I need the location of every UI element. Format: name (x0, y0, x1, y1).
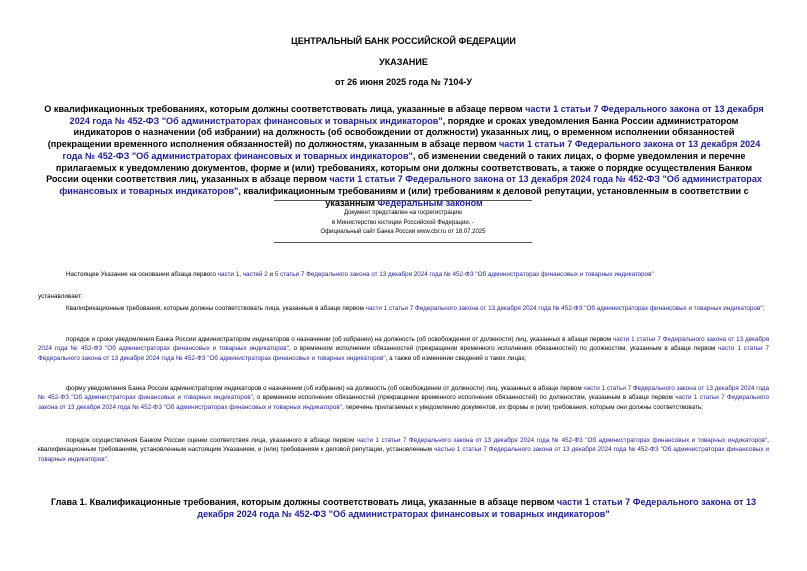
title-text-2: , порядке и сроках уведомления Банка России администратором индикаторов о назначении (об избрании) на должность (об освобождении от должности) указанных лиц, о временном исполнении обязанностей (прекращении временного исполнения обязанностей) по должностям, указанным в абзаце первом (47, 115, 739, 150)
title-text-3: , об изменении сведений о таких лицах, о форме уведомления и перечне прилагаемых к уведомлению документов, форме и (или) требованиях, которым они должны соответствовать, а также о порядке осуществления Банком России оценки соответствия лиц, указанных в абзаце первом (46, 150, 753, 185)
item-2-text-3: , а также об изменении сведений о таких лицах; (385, 354, 527, 362)
item-3-law-link-2[interactable]: части 1 статьи 7 Федерального закона от 13 декабря 2024 года № 452-ФЗ "Об администраторах финансовых и товарных индикаторов" (38, 394, 769, 411)
item-2-text-2: , о временном исполнении обязанностей (прекращении временного исполнения обязанностей) по должностям, указанным в абзаце первом (288, 345, 719, 353)
item-4-text-1: порядок осуществления Банком России оценки соответствия лица, указанного в абзаце первом (66, 437, 357, 444)
title-text-4: , квалификационным требованиям и (или) требованиям к деловой репутации, установленным в соответствии с указанным (238, 185, 749, 208)
title-law-link-3[interactable]: части 1 статьи 7 Федерального закона от 13 декабря 2024 года № 452-ФЗ "Об администраторах финансовых и товарных индикаторов" (59, 174, 762, 196)
item-3-paragraph (38, 384, 769, 412)
document-title (44, 104, 764, 209)
item-2-law-link-2[interactable]: части 1 статьи 7 Федерального закона от 13 декабря 2024 года № 452-ФЗ "Об администраторах финансовых и товарных индикаторов" (38, 345, 769, 362)
item-4-law-link-1[interactable]: части 1 статьи 7 Федерального закона от 13 декабря 2024 года № 452-ФЗ "Об администраторах финансовых и товарных индикаторов" (356, 437, 768, 444)
item-4-text-2: , квалификационным требованиям, установленным настоящим Указанием, и (или) требованиям к деловой репутации, установленным (38, 437, 769, 454)
chapter-1-heading (40, 497, 767, 520)
item-3-text-1: форму уведомления Банка России администратором индикаторов о назначении (об избрании) на должность (об освобождении от должности) лиц, указанных в абзаце первом (66, 385, 584, 392)
intro-link-parts2[interactable]: частей 2 (242, 271, 268, 278)
item-4-paragraph (38, 436, 769, 464)
item-2-text-1: порядок и сроки уведомления Банка России администратором индикаторов о назначении (об избрании) на должность (об освобождении от должности) лиц, указанных в абзаце первом (66, 336, 613, 343)
item-3-text-2: , о временном исполнении обязанностей (прекращении временного исполнения обязанностей) по должностям, указанным в абзаце первом (252, 394, 676, 402)
intro-text-2: , (239, 271, 243, 278)
item-2-law-link-1[interactable]: части 1 статьи 7 Федерального закона от 13 декабря 2024 года № 452-ФЗ "Об администраторах финансовых и товарных индикаторов" (38, 336, 769, 353)
item-2-paragraph (38, 335, 769, 363)
title-law-link-2[interactable]: части 1 статьи 7 Федерального закона от 13 декабря 2024 года № 452-ФЗ "Об администраторах финансовых и товарных индикаторов" (62, 139, 761, 161)
registration-line-3: Официальный сайт Банка России www.cbr.ru от 18.07.2025 (320, 229, 486, 236)
intro-paragraph (38, 270, 769, 279)
item-1-law-link[interactable]: части 1 статьи 7 Федерального закона от 13 декабря 2024 года № 452-ФЗ "Об администраторах финансовых и товарных индикаторов" (365, 305, 763, 312)
issuer-name: ЦЕНТРАЛЬНЫЙ БАНК РОССИЙСКОЙ ФЕДЕРАЦИИ (291, 36, 516, 46)
title-law-link-4[interactable]: Федеральным законом (377, 197, 483, 208)
document-kind: УКАЗАНИЕ (379, 57, 428, 67)
document-date-number: от 26 июня 2025 года № 7104-У (335, 77, 472, 87)
item-1-paragraph (38, 304, 769, 313)
item-3-law-link-1[interactable]: части 1 статьи 7 Федерального закона от 13 декабря 2024 года № 452-ФЗ "Об администраторах финансовых и товарных индикаторов" (38, 385, 769, 402)
item-1-text-2: ; (762, 305, 765, 312)
item-4-law-link-2[interactable]: частью 1 статьи 7 Федерального закона от 13 декабря 2024 года № 452-ФЗ "Об администраторах финансовых и товарных индикаторов" (38, 446, 770, 463)
item-4-text-3: . (106, 455, 109, 463)
chapter-1-law-link[interactable]: части 1 статьи 7 Федерального закона от 13 декабря 2024 года № 452-ФЗ "Об администраторах финансовых и товарных индикаторов" (197, 497, 757, 519)
intro-link-part1[interactable]: части 1 (217, 271, 240, 278)
intro-text-3: и (267, 271, 275, 278)
chapter-1-text: Глава 1. Квалификационные требования, которым должны соответствовать лица, указанные в абзаце первом (50, 497, 557, 507)
title-law-link-1[interactable]: части 1 статьи 7 Федерального закона от 13 декабря 2024 года № 452-ФЗ "Об администраторах финансовых и товарных индикаторов" (69, 104, 764, 126)
title-text-1: О квалификационных требованиях, которым должны соответствовать лица, указанные в абзаце первом (44, 104, 526, 114)
registration-line-1: Документ представлен на госрегистрацию (343, 210, 463, 216)
establishes-paragraph: устанавливает: (38, 293, 83, 300)
registration-line-2: в Министерство юстиции Российской Федерации. - (331, 219, 475, 226)
item-1-text-1: Квалификационные требования, которым должны соответствовать лица, указанные в абзаце первом (66, 305, 366, 312)
registration-note (274, 197, 532, 243)
item-3-text-3: , перечень прилагаемых к уведомлению документов, их формы и (или) требования, которым они должны соответствовать; (342, 403, 703, 411)
intro-text-1: Настоящее Указание на основании абзаца первого (66, 271, 218, 278)
intro-link-part5[interactable]: 5 статьи 7 Федерального закона от 13 декабря 2024 года № 452-ФЗ "Об администраторах финансовых и товарных индикаторов" (274, 271, 654, 278)
